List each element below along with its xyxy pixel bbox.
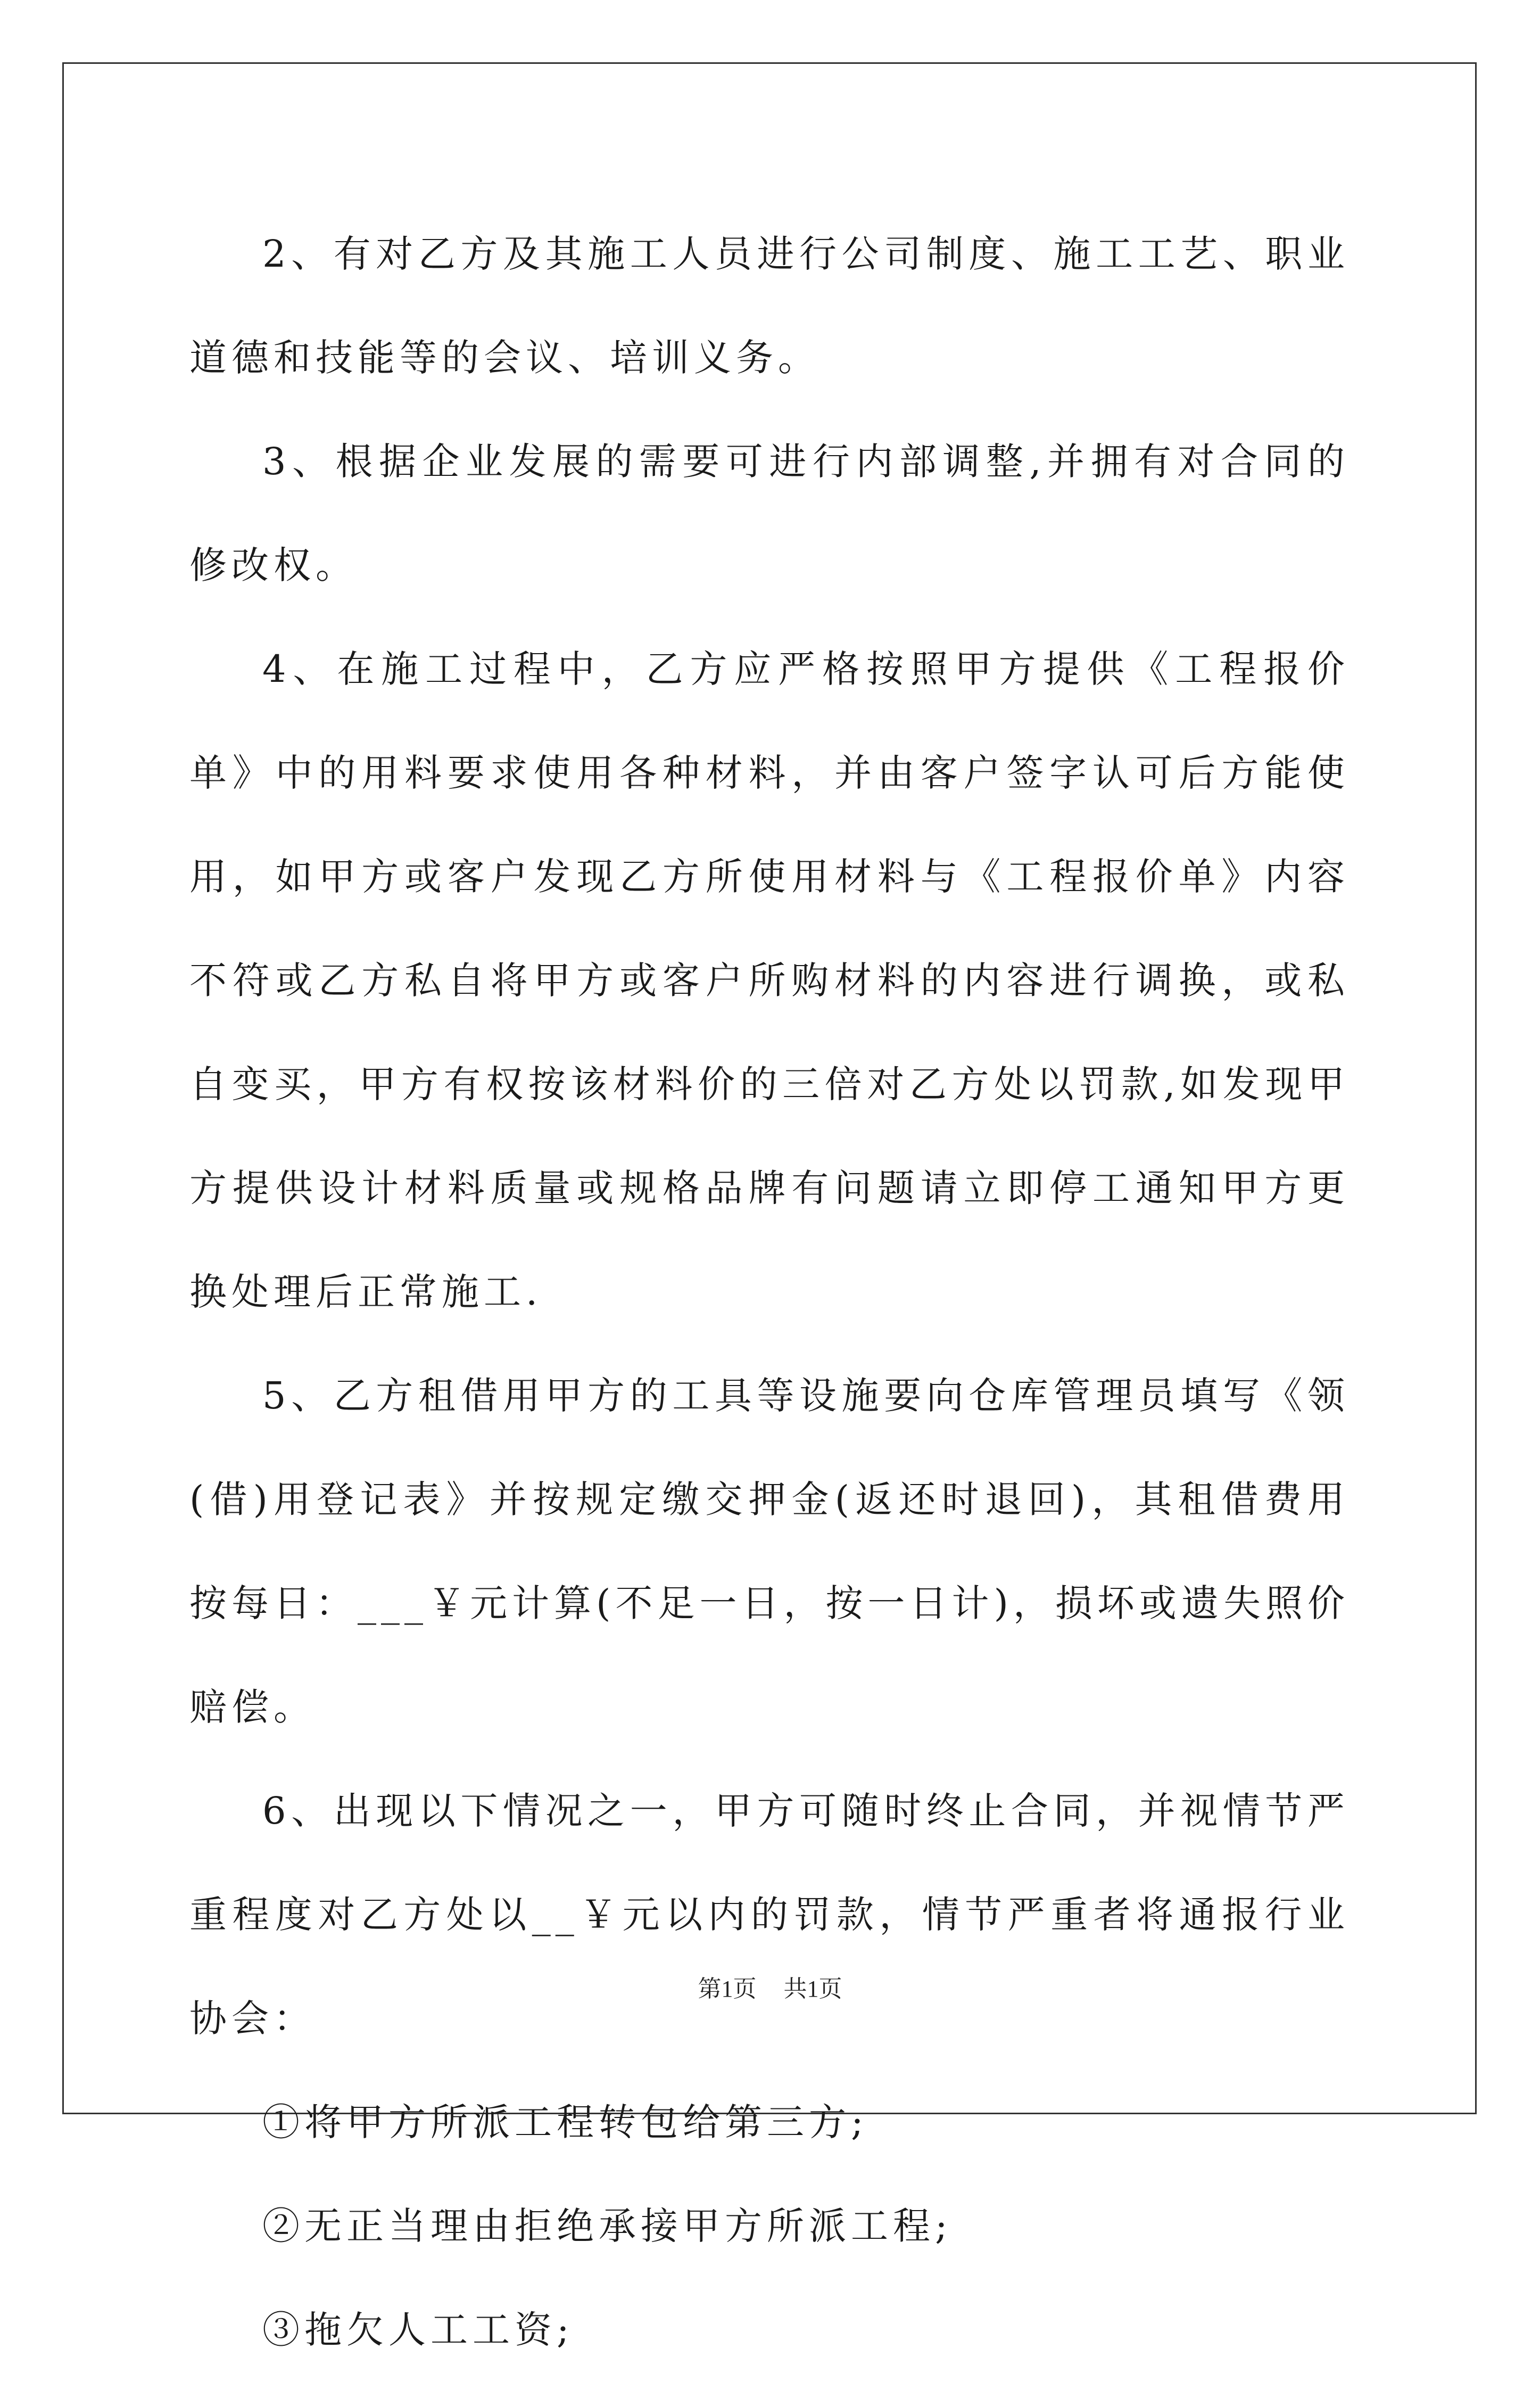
document-body — [189, 202, 1349, 2382]
page-number: 第1页 — [698, 1976, 757, 2002]
paragraph-2: 2、有对乙方及其施工人员进行公司制度、施工工艺、职业道德和技能等的会议、培训义务。 — [189, 232, 1349, 380]
paragraph-3: 3、根据企业发展的需要可进行内部调整,并拥有对合同的修改权。 — [189, 440, 1349, 587]
page-footer — [0, 1969, 1540, 2004]
list-item-1: ①将甲方所派工程转包给第三方; — [262, 2100, 868, 2144]
paragraph-6: 6、出现以下情况之一，甲方可随时终止合同，并视情节严重程度对乙方处以__￥元以内的罚款，情节严重者将通报行业协会： — [189, 1789, 1349, 2040]
list-item-3: ③拖欠人工工资; — [262, 2308, 574, 2352]
page-total: 共1页 — [783, 1976, 842, 2002]
paragraph-5: 5、乙方租借用甲方的工具等设施要向仓库管理员填写《领(借)用登记表》并按规定缴交押金(返还时退回)，其租借费用按每日：___￥元计算(不足一日，按一日计)，损坏或遗失照价赔偿。 — [189, 1374, 1349, 1729]
list-item-2: ②无正当理由拒绝承接甲方所派工程; — [262, 2204, 953, 2248]
paragraph-4: 4、在施工过程中，乙方应严格按照甲方提供《工程报价单》中的用料要求使用各种材料，并由客户签字认可后方能使用，如甲方或客户发现乙方所使用材料与《工程报价单》内容不符或乙方私自将甲方或客户所购材料的内容进行调换，或私自变买，甲方有权按该材料价的三倍对乙方处以罚款,如发现甲方提供设计材料质量或规格品牌有问题请立即停工通知甲方更换处理后正常施工. — [189, 647, 1349, 1314]
